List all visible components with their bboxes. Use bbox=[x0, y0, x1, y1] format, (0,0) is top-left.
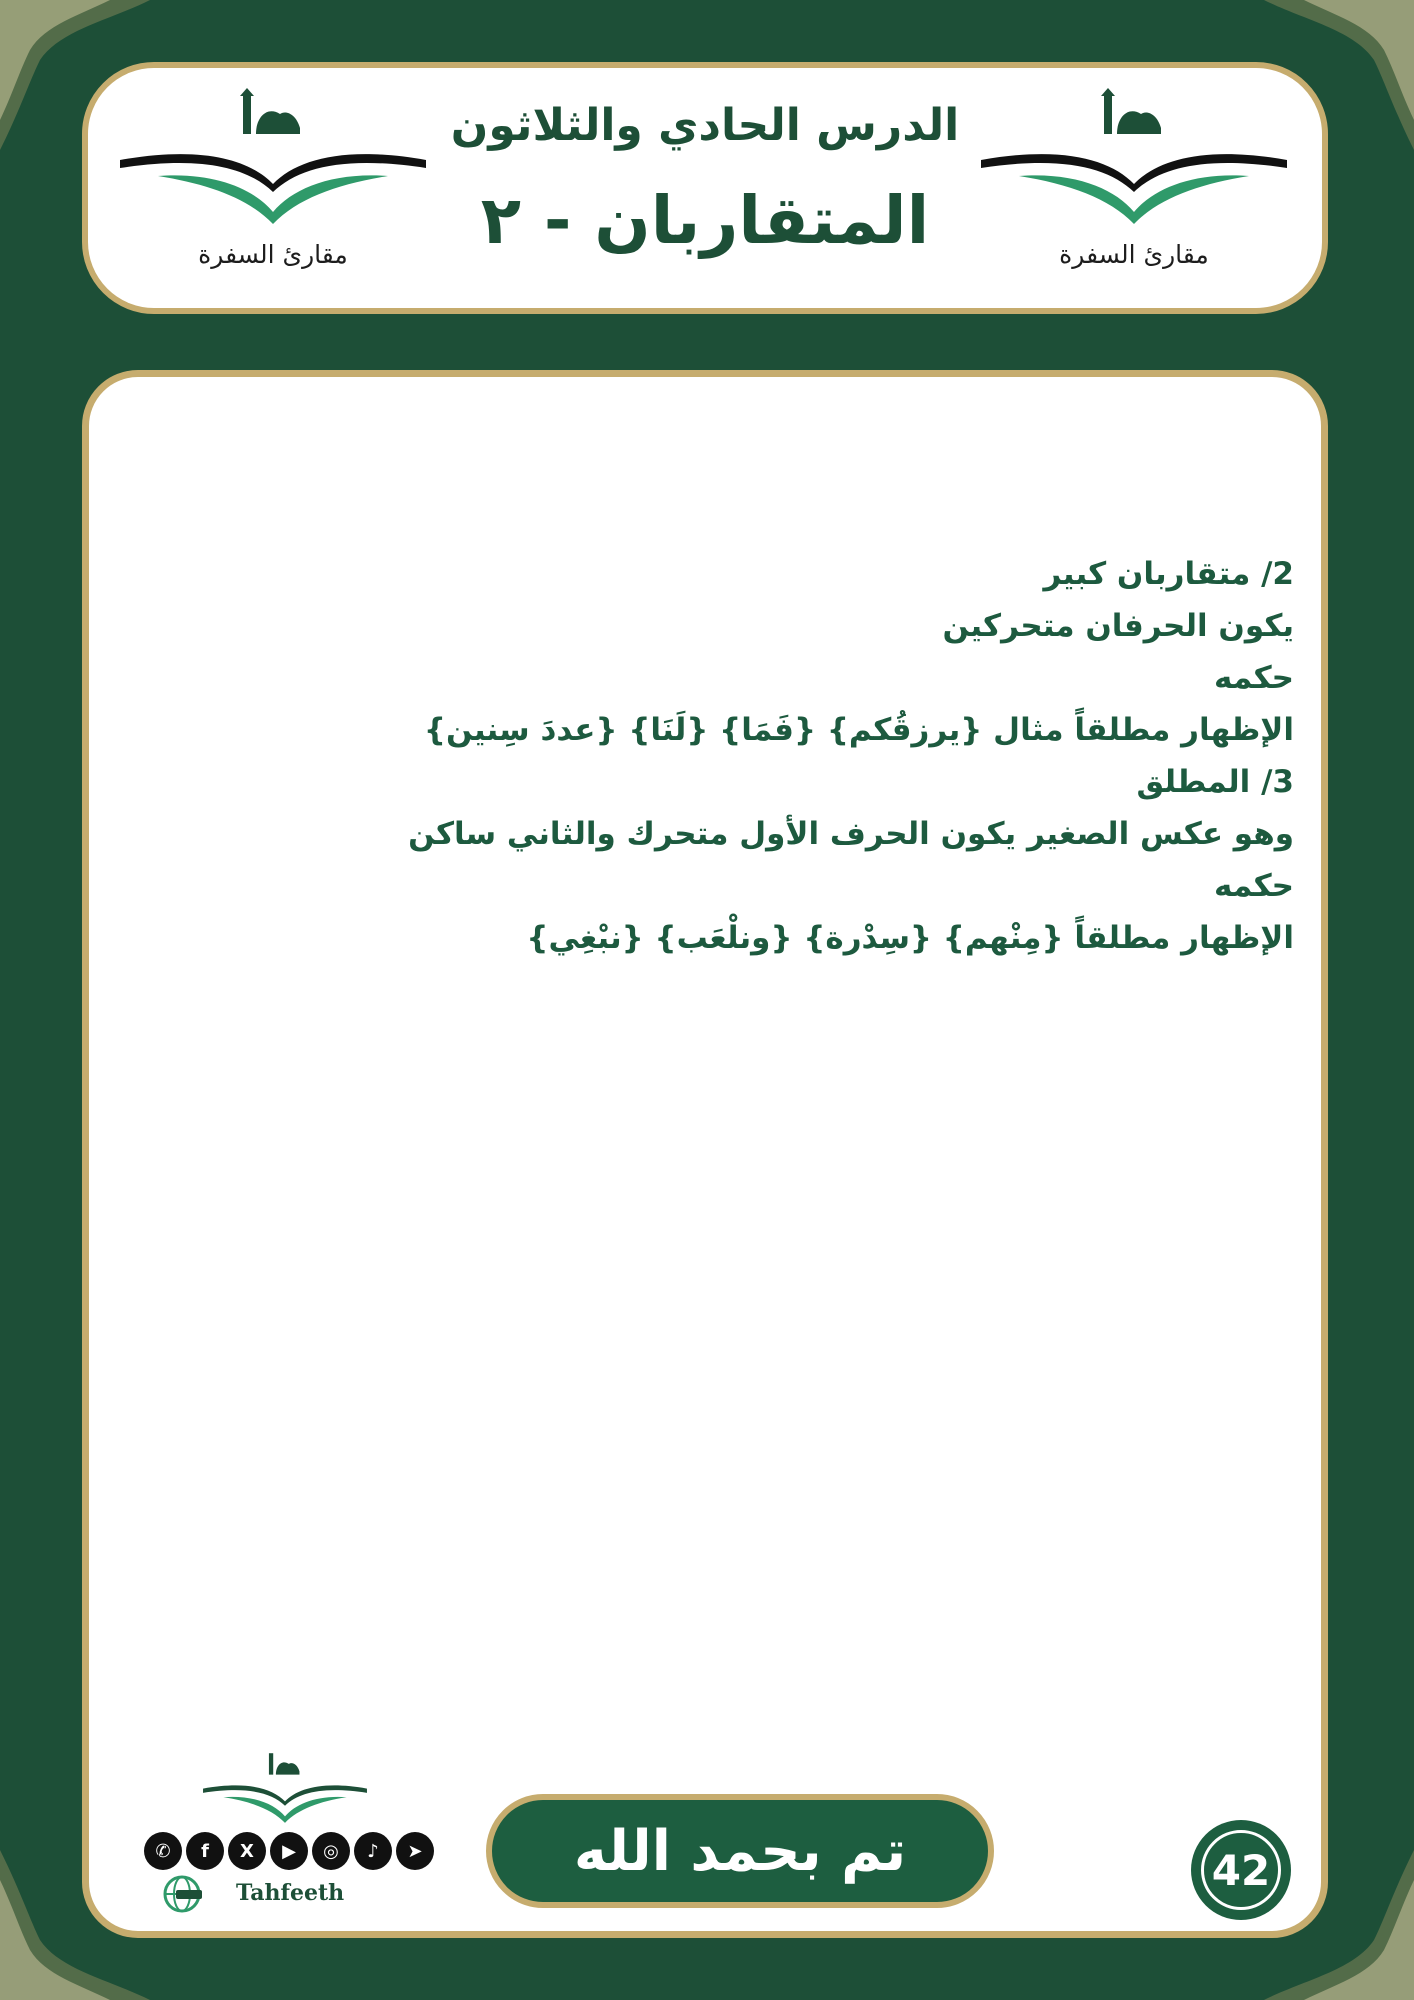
brand-name: Tahfeeth bbox=[236, 1880, 345, 1906]
footer-brand bbox=[140, 1750, 440, 1920]
logo-right bbox=[979, 88, 1289, 278]
content-line: الإظهار مطلقاً {مِنْهم} {سِدْرة} {ونلْعَب} {نبْغِي} bbox=[526, 920, 1294, 956]
content-line: حكمه bbox=[1214, 660, 1294, 696]
content-line: وهو عكس الصغير يكون الحرف الأول متحرك والثاني ساكن bbox=[408, 816, 1294, 852]
book-mosque-logo-icon bbox=[979, 88, 1289, 228]
x-icon[interactable]: X bbox=[228, 1832, 266, 1870]
content-line: 2/ متقاربان كبير bbox=[1043, 556, 1294, 592]
logo-text-left: مقارئ السفرة bbox=[198, 240, 348, 269]
facebook-icon[interactable]: f bbox=[186, 1832, 224, 1870]
completion-banner bbox=[486, 1794, 994, 1908]
content-line: يكون الحرفان متحركين bbox=[942, 608, 1294, 644]
telegram-icon[interactable]: ➤ bbox=[396, 1832, 434, 1870]
tiktok-icon[interactable]: ♪ bbox=[354, 1832, 392, 1870]
social-icons bbox=[144, 1832, 434, 1870]
book-mosque-logo-icon bbox=[118, 88, 428, 228]
content-line: حكمه bbox=[1214, 868, 1294, 904]
completion-text: تم بحمد الله bbox=[573, 1818, 907, 1884]
lesson-subtitle: المتقاربان - ٢ bbox=[480, 182, 930, 259]
youtube-icon[interactable]: ▶ bbox=[270, 1832, 308, 1870]
logo-text-right: مقارئ السفرة bbox=[1059, 240, 1209, 269]
lesson-title: الدرس الحادي والثلاثون bbox=[450, 100, 960, 151]
book-mosque-logo-icon bbox=[195, 1750, 375, 1825]
content-line: الإظهار مطلقاً مثال {يرزقُكم} {فَمَا} {لَنَا} {عددَ سِنين} bbox=[423, 712, 1294, 748]
instagram-icon[interactable]: ◎ bbox=[312, 1832, 350, 1870]
globe-icon bbox=[162, 1874, 202, 1914]
page-number-badge bbox=[1191, 1820, 1291, 1920]
page-number: 42 bbox=[1201, 1830, 1281, 1910]
logo-left bbox=[118, 88, 428, 278]
lesson-content bbox=[334, 548, 1294, 964]
content-line: 3/ المطلق bbox=[1136, 764, 1294, 800]
whatsapp-icon[interactable]: ✆ bbox=[144, 1832, 182, 1870]
